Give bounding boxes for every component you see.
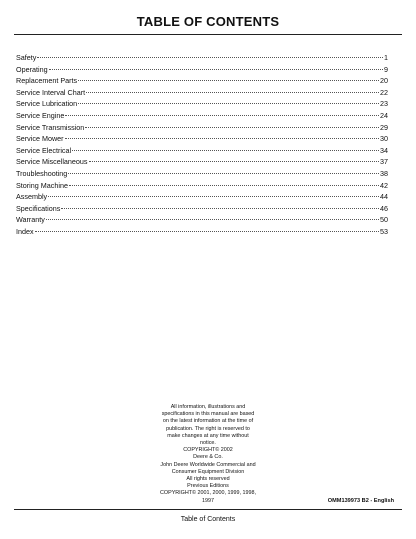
toc-entry-page: 23: [380, 99, 388, 109]
toc-entry-page: 1: [384, 53, 388, 62]
toc-entry-label: Service Engine: [16, 110, 65, 120]
toc-entry[interactable]: [16, 168, 388, 180]
footer-rule: [14, 509, 402, 510]
toc-entry-label: Troubleshooting: [16, 168, 68, 178]
toc-entry-page: 37: [380, 157, 388, 167]
notice-line: publication. The right is reserved to: [166, 425, 250, 432]
toc-entry-label: Specifications: [16, 203, 61, 213]
dot-leader: [69, 185, 379, 186]
notice-line: notice.: [200, 440, 216, 447]
dot-leader: [85, 127, 379, 128]
toc-entry[interactable]: [16, 156, 388, 168]
toc-entry-page: 9: [384, 64, 388, 74]
toc-entry[interactable]: [16, 110, 388, 122]
toc-entry-label: Service Transmission: [16, 122, 85, 132]
page-title: TABLE OF CONTENTS: [136, 14, 280, 29]
toc-entry-page: 29: [380, 122, 388, 132]
page-footer: Table of Contents: [180, 516, 236, 523]
toc-entry[interactable]: [16, 203, 388, 215]
toc-entry[interactable]: [16, 75, 388, 87]
toc-entry-label: Operating: [16, 64, 48, 74]
toc-entry[interactable]: [16, 133, 388, 145]
dot-leader: [65, 138, 379, 139]
notice-line: All rights reserved: [186, 476, 230, 483]
toc-entry-page: 53: [380, 226, 388, 236]
toc-entry[interactable]: [16, 214, 388, 226]
table-of-contents: [16, 52, 388, 238]
toc-entry[interactable]: [16, 87, 388, 99]
toc-entry-label: Warranty: [16, 215, 45, 225]
toc-entry-page: 22: [380, 87, 388, 97]
toc-entry-page: 24: [380, 110, 388, 120]
toc-entry-page: 38: [380, 168, 388, 178]
dot-leader: [86, 92, 379, 93]
toc-entry[interactable]: [16, 180, 388, 192]
header-rule: [14, 34, 402, 35]
toc-entry[interactable]: [16, 122, 388, 134]
toc-entry[interactable]: [16, 52, 388, 64]
dot-leader: [68, 173, 379, 174]
notice-line: specifications in this manual are based: [161, 411, 255, 418]
dot-leader: [78, 80, 379, 81]
dot-leader: [65, 115, 379, 116]
dot-leader: [48, 196, 379, 197]
toc-entry-label: Service Miscellaneous: [16, 157, 88, 167]
dot-leader: [35, 231, 379, 232]
notice-line: 1997: [202, 497, 214, 504]
toc-entry-label: Assembly: [16, 192, 48, 202]
notice-line: Deere & Co.: [193, 454, 223, 461]
toc-entry-label: Service Mower: [16, 134, 64, 144]
dot-leader: [89, 161, 379, 162]
notice-line: on the latest information at the time of: [162, 418, 254, 425]
notice-line: COPYRIGHT© 2002: [183, 447, 233, 454]
copyright-notice: [140, 404, 276, 505]
notice-line: COPYRIGHT© 2001, 2000, 1999, 1998,: [160, 490, 256, 497]
dot-leader: [61, 208, 379, 209]
toc-entry-label: Index: [16, 226, 34, 236]
dot-leader: [37, 57, 383, 58]
toc-entry-page: 46: [380, 203, 388, 213]
notice-line: Previous Editions: [187, 483, 229, 490]
dot-leader: [78, 103, 379, 104]
notice-line: Consumer Equipment Division: [171, 468, 245, 475]
toc-entry[interactable]: [16, 145, 388, 157]
toc-entry-page: 42: [380, 180, 388, 190]
publication-code: OMM139973 B2 - English: [327, 498, 394, 504]
toc-entry-page: 44: [380, 192, 388, 202]
toc-entry-page: 50: [380, 215, 388, 225]
toc-entry[interactable]: [16, 64, 388, 76]
toc-entry[interactable]: [16, 226, 388, 238]
dot-leader: [49, 69, 383, 70]
toc-entry-label: Service Lubrication: [16, 99, 78, 109]
notice-line: All information, illustrations and: [170, 404, 246, 410]
toc-entry-page: 30: [380, 134, 388, 144]
dot-leader: [46, 219, 379, 220]
toc-entry-label: Safety: [16, 53, 37, 62]
notice-line: John Deere Worldwide Commercial and: [160, 461, 256, 468]
dot-leader: [72, 150, 379, 151]
toc-entry[interactable]: [16, 191, 388, 203]
toc-entry-label: Service Electrical: [16, 145, 72, 155]
notice-line: make changes at any time without: [167, 432, 249, 439]
toc-entry-page: 20: [380, 76, 388, 86]
toc-entry[interactable]: [16, 98, 388, 110]
toc-entry-page: 34: [380, 145, 388, 155]
toc-entry-label: Storing Machine: [16, 180, 68, 190]
toc-entry-label: Replacement Parts: [16, 76, 78, 86]
toc-entry-label: Service Interval Chart: [16, 87, 86, 97]
